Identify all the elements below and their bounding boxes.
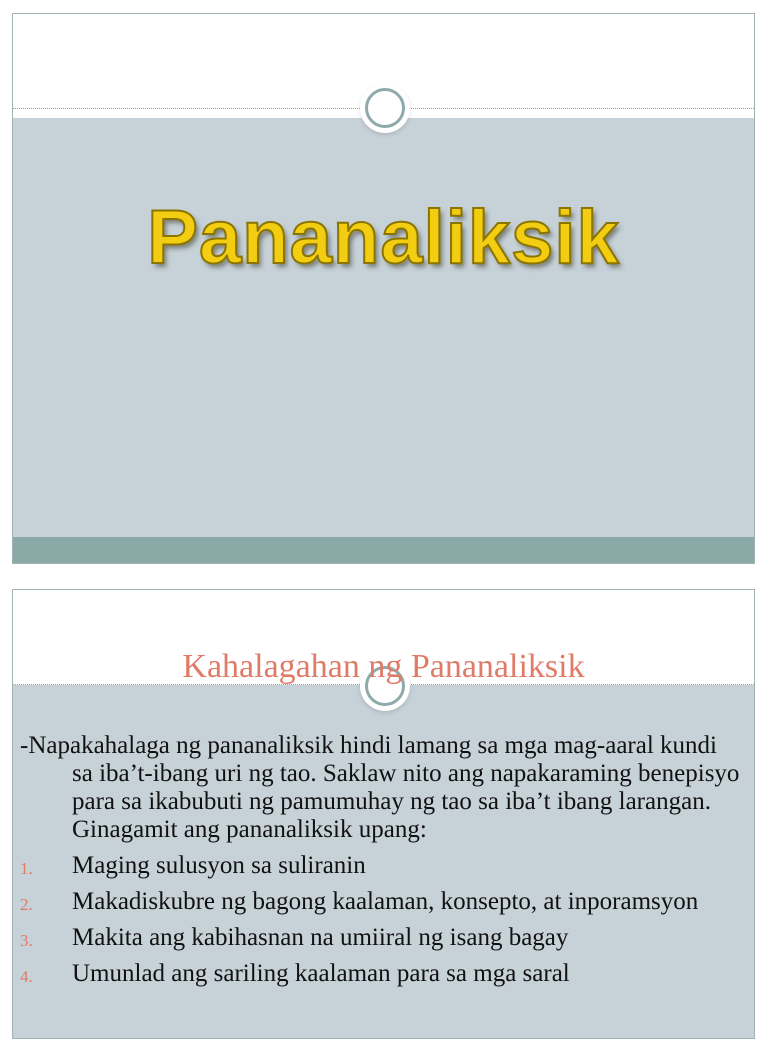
numbered-list: [20, 852, 740, 988]
list-item: [20, 888, 740, 916]
slide-footer-band: [13, 537, 754, 564]
list-number: 2.: [20, 895, 33, 914]
list-number: 4.: [20, 967, 33, 986]
list-item-text: Makita ang kabihasnan na umiiral ng isang bagay: [72, 924, 569, 951]
intro-paragraph: -Napakahalaga ng pananaliksik hindi lamang sa mga mag-aaral kundi sa iba’t-ibang uri ng tao. Saklaw nito ang napakaraming benepisyo para sa ikabubuti ng pamumuhay ng tao sa iba’t ibang larangan. Ginagamit ang pananaliksik upang:: [20, 732, 740, 843]
list-item: [20, 852, 740, 880]
list-item: [20, 924, 740, 952]
slide-title-text: Pananaliksik: [147, 195, 620, 280]
list-number: 3.: [20, 931, 33, 950]
slide-content: [12, 589, 755, 1039]
slide-heading: Kahalagahan ng Pananaliksik: [182, 648, 585, 685]
list-item-text: Umunlad ang sariling kaalaman para sa mga saral: [72, 960, 570, 987]
list-item: [20, 960, 740, 988]
slide-title: [12, 13, 755, 564]
list-item-text: Maging sulusyon sa suliranin: [72, 852, 366, 879]
slide-content-area: [13, 118, 754, 537]
circle-ornament-icon: [365, 88, 405, 128]
list-number: 1.: [20, 859, 33, 878]
list-item-text: Makadiskubre ng bagong kaalaman, konsepto, at inporamsyon: [72, 888, 699, 915]
slide-body: [20, 732, 740, 988]
